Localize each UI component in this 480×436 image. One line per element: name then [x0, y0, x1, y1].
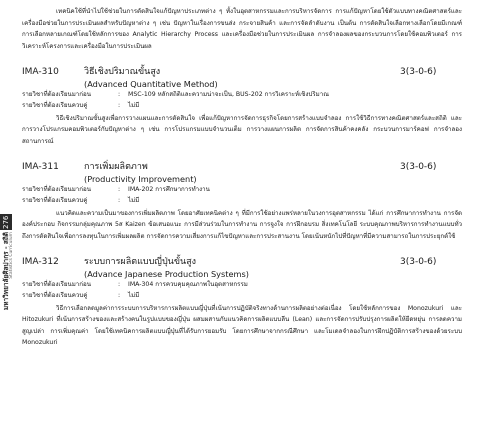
course-heading	[22, 161, 462, 173]
side-tab-sub-label: Statistics Curriculum	[9, 232, 14, 279]
course-code: IMA-310	[22, 67, 59, 77]
course-title-th: การเพิ่มผลิตภาพ	[84, 162, 148, 173]
course-title-en: (Advanced Quantitative Method)	[84, 79, 218, 89]
prerequisite-row	[22, 280, 462, 291]
prerequisite-value: IMA-202 การศึกษาการทำงาน	[128, 186, 210, 194]
concurrent-separator: :	[118, 196, 121, 204]
course-title-th: ระบบการผลิตแบบญี่ปุ่นขั้นสูง	[84, 257, 197, 268]
prerequisite-label: รายวิชาที่ต้องเรียนมาก่อน	[22, 281, 91, 289]
concurrent-separator: :	[118, 101, 121, 109]
concurrent-row	[22, 291, 462, 302]
course-heading	[22, 66, 462, 78]
prerequisite-label: รายวิชาที่ต้องเรียนมาก่อน	[22, 91, 91, 98]
course-code: IMA-311	[22, 162, 59, 173]
course-credits: 3(3-0-6)	[400, 162, 437, 173]
course-title-en: (Productivity Improvement)	[84, 174, 197, 185]
course-description: แนวคิดและความเป็นมาของการเพิ่มผลิตภาพ โดยอาศัยเทคนิคต่าง ๆ ที่มีการใช้อย่างแพร่หลายในวงการอุตสาหกรรม ได้แก่ การศึกษาการทำงาน การจัดองค์ประกอบ กิจกรรมกลุ่มคุณภาพ 5ส Kaizen ข้อเสนอแนะ การมีส่วนร่วมในการทำงาน การจูงใจ การฝึกอบรม สิ่งเทคโนโลยี ระบบคุณภาพบริหารการทำงานแบบทั่วถึงการตัดสินใจเพื่อการลงทุนในการเพิ่มผลผลิต การจัดการความเสี่ยงการแก้ไขปัญหาและการประสานงาน โดยเน้นหนักไปที่ปัญหาที่มีความสามารถในการประยุกต์ใช้	[22, 209, 462, 240]
page-content	[22, 6, 462, 349]
concurrent-value: ไม่มี	[128, 196, 140, 204]
prerequisite-value: IMA-304 การควบคุมคุณภาพในอุตสาหกรรม	[128, 281, 248, 289]
course-block	[22, 161, 462, 242]
course-title-en: (Advance Japanese Production Systems)	[84, 269, 249, 280]
course-heading	[22, 256, 462, 268]
course-block	[22, 66, 462, 147]
prerequisite-separator: :	[118, 91, 121, 98]
prerequisite-row	[22, 185, 462, 196]
side-tab-label: มหาวิทยาลัยศิลปากร - สถิติ	[2, 232, 10, 311]
course-code: IMA-312	[22, 257, 59, 268]
course-block	[22, 256, 462, 349]
course-credits: 3(3-0-6)	[400, 257, 437, 268]
side-tab	[0, 214, 12, 318]
concurrent-label: รายวิชาที่ต้องเรียนควบคู่	[22, 101, 88, 109]
concurrent-separator: :	[118, 291, 121, 299]
prerequisite-separator: :	[118, 281, 121, 289]
course-description: วิธีเชิงปริมาณขั้นสูงเพื่อการวางแผนและการตัดสินใจ เพื่อแก้ปัญหาการจัดการธุรกิจโดยการสร้างแบบจำลอง การใช้วิธีการทางคณิตศาสตร์และสถิติ และการวางโปรแกรมคอมพิวเตอร์กับปัญหาต่าง ๆ เช่น การโปรแกรมแบบจำนวนเต็ม การวางแผนการผลิต การจัดการสินค้าคงคลัง กระบวนการมาร์คอฟ การจำลองสถานการณ์	[22, 114, 462, 145]
prerequisite-value: MSC-109 หลักสถิติและความน่าจะเป็น, BUS-202 การวิเคราะห์เชิงปริมาณ	[128, 91, 329, 98]
course-description: วิธีการเลือกลดมูลค่าการระบบการบริหารการผลิตแบบญี่ปุ่นที่เน้นการปฏิบัติจริงทางด้านการผลิตอย่างต่อเนื่อง โดยใช้หลักการของ Monozukuri และ Hitozukuri ที่เน้นการสร้างของและสร้างคนในรูปแบบของญี่ปุ่น ผสมผสานกับแนวคิดการผลิตแบบลีน (Lean) และการจัดการปรับปรุงการผลิตให้ยืดหยุ่น การลดความสูญเปล่า การเพิ่มคุณค่า โดยใช้เทคนิคการผลิตแบบญี่ปุ่นที่ได้รับการยอมรับ โดยการศึกษาจากกรณีศึกษา และโมเดลจำลองในการฝึกปฏิบัติการสร้างของด้วยระบบ Monozukuri	[22, 304, 462, 347]
prerequisite-label: รายวิชาที่ต้องเรียนมาก่อน	[22, 186, 91, 194]
concurrent-value: ไม่มี	[128, 291, 140, 299]
prerequisite-separator: :	[118, 186, 121, 194]
concurrent-row	[22, 101, 462, 112]
concurrent-label: รายวิชาที่ต้องเรียนควบคู่	[22, 291, 88, 299]
intro-paragraph: เทคนิคใช้ที่นำไปใช้ช่วยในการตัดสินใจแก้ปัญหาประเภทต่าง ๆ ทั้งในอุตสาหกรรมและการบริหารจัดการ การแก้ปัญหาโดยใช้ตัวแบบทางคณิตศาสตร์และเครื่องมือช่วยในการประเมินผลสำหรับปัญหาต่าง ๆ เช่น ปัญหาในเรื่องการขนส่ง กระจายสินค้า และการจัดลำดับงาน เป็นต้น การตัดสินใจเลือกทางเลือกโดยมีเกณฑ์การเลือกหลายเกณฑ์โดยใช้หลักการของ Analytic Hierarchy Process และเครื่องมือช่วยในการประเมินผล การจำลองผลของกระบวนการโดยใช้คอมพิวเตอร์ การวิเคราะห์โครงการและเครื่องมือในการประเมินผล	[22, 8, 462, 50]
concurrent-row	[22, 196, 462, 207]
prerequisite-row	[22, 90, 462, 101]
course-title-th: วิธีเชิงปริมาณขั้นสูง	[84, 67, 161, 77]
concurrent-value: ไม่มี	[128, 101, 140, 109]
concurrent-label: รายวิชาที่ต้องเรียนควบคู่	[22, 196, 88, 204]
course-credits: 3(3-0-6)	[400, 67, 437, 77]
page-number: 276	[2, 215, 10, 229]
